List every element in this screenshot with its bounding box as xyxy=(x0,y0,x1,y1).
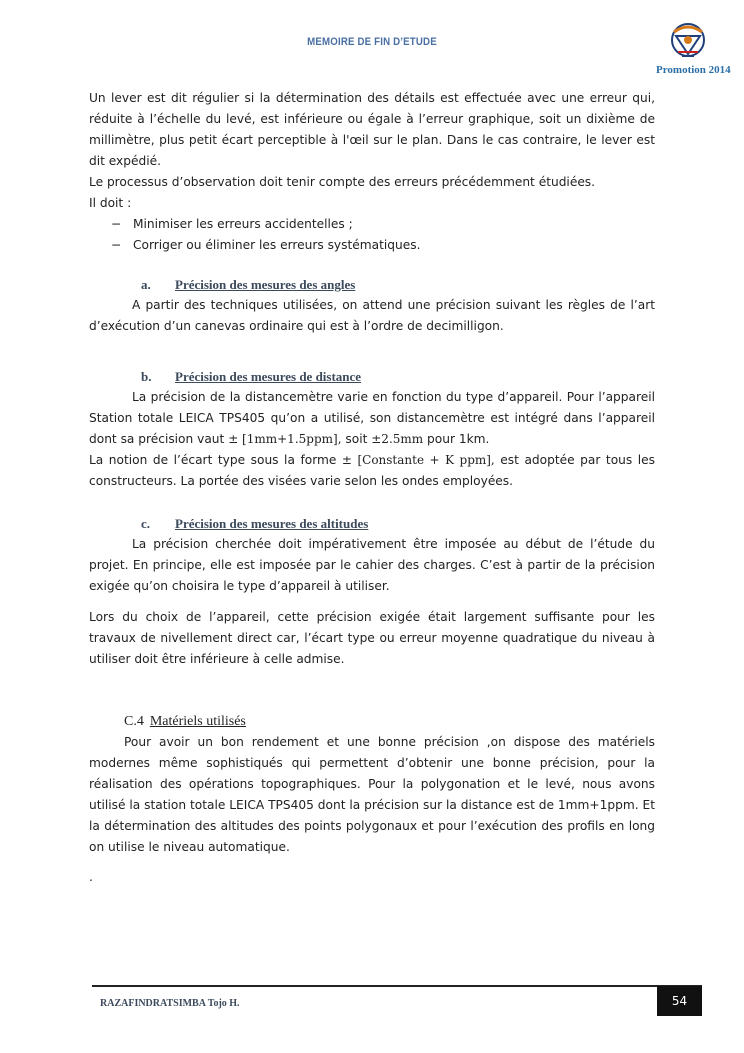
paragraph: Il doit : xyxy=(89,196,132,210)
page-number: 54 xyxy=(657,986,702,1016)
section-letter: c. xyxy=(141,516,151,531)
paragraph: Lors du choix de l’appareil, cette précision exigée était largement suffisante pour les travaux de nivellement direct car, l’écart type ou erreur moyenne quadratique du niveau à utiliser doit être inférieure à celle admise. xyxy=(89,610,655,666)
section-title: Matériels utilisés xyxy=(149,714,246,729)
section-title: Précision des mesures de distance xyxy=(175,369,362,384)
page-header-title: MEMOIRE DE FIN D’ETUDE xyxy=(307,36,437,48)
paragraph: Le processus d’observation doit tenir compte des erreurs précédemment étudiées. xyxy=(89,175,596,189)
section-title: Précision des mesures des altitudes xyxy=(175,516,369,531)
text-run: La notion de l’écart type sous la forme xyxy=(89,453,337,467)
paragraph xyxy=(89,387,655,450)
paragraph: A partir des techniques utilisées, on attend une précision suivant les règles de l’art d’exécution d’un canevas ordinaire qui est à l’ordre de decimilligon. xyxy=(89,298,655,333)
section-number: C.4 xyxy=(124,714,144,729)
footer-divider xyxy=(92,985,702,987)
math-expression: ± [Constante + K ppm], xyxy=(341,453,495,467)
list-item-text: Minimiser les erreurs accidentelles ; xyxy=(133,217,353,231)
paragraph: Un lever est dit régulier si la détermination des détails est effectuée avec une erreur qui, réduite à l’échelle du levé, est inférieure ou égale à l’erreur graphique, soit un dixième de millimètre, plus petit écart perceptible à l'œil sur le plan. Dans le cas contraire, le lever est dit expédié. xyxy=(89,91,655,168)
section-b-heading xyxy=(89,366,655,387)
math-expression: ±2.5mm xyxy=(371,432,424,446)
bullet-dash: − xyxy=(111,217,122,231)
paragraph: Pour avoir un bon rendement et une bonne précision ,on dispose des matériels modernes même sophistiqués qui permettent d’obtenir une bonne précision, pour la réalisation des opérations topographiques. Pour la polygonation et le levé, nous avons utilisé la station totale LEICA TPS405 dont la précision sur la distance est de 1mm+1ppm. Et la détermination des altitudes des points polygonaux et pour l’exécution des profils en long on utilise le niveau automatique. xyxy=(89,735,655,854)
math-expression: ± [1mm+1.5ppm], xyxy=(228,432,342,446)
section-letter: b. xyxy=(141,369,152,384)
paragraph: La précision cherchée doit impérativement être imposée au début de l’étude du projet. En principe, elle est imposée par le cahier des charges. C’est à partir de la précision exigée qu’on choisira le type d’appareil à utiliser. xyxy=(89,537,655,593)
footer-author: RAZAFINDRATSIMBA Tojo H. xyxy=(100,998,240,1009)
paragraph xyxy=(89,450,655,492)
text-run: soit xyxy=(345,432,368,446)
text-run: pour 1km. xyxy=(427,432,490,446)
promotion-label: Promotion 2014 xyxy=(656,64,731,76)
section-a-heading xyxy=(89,274,655,295)
list-item xyxy=(89,235,655,256)
section-c4-heading xyxy=(89,711,655,732)
section-title: Précision des mesures des angles xyxy=(175,277,356,292)
list-item xyxy=(89,214,655,235)
page-body xyxy=(89,88,655,888)
section-letter: a. xyxy=(141,277,151,292)
trailing-dot: . xyxy=(89,870,93,884)
bullet-dash: − xyxy=(111,238,122,252)
text-run: La précision de la distancemètre varie en fonction du type d’appareil. Pour l’appareil Station totale LEICA TPS405 qu’on a utilisé, son distancemètre est intégré dans l’appareil dont sa précision vaut xyxy=(89,390,655,446)
school-logo-icon xyxy=(668,22,708,64)
text-run: est adoptée par tous les constructeurs. La portée des visées varie selon les ondes employées. xyxy=(89,453,656,488)
list-item-text: Corriger ou éliminer les erreurs systématiques. xyxy=(133,238,421,252)
section-c-heading xyxy=(89,513,655,534)
